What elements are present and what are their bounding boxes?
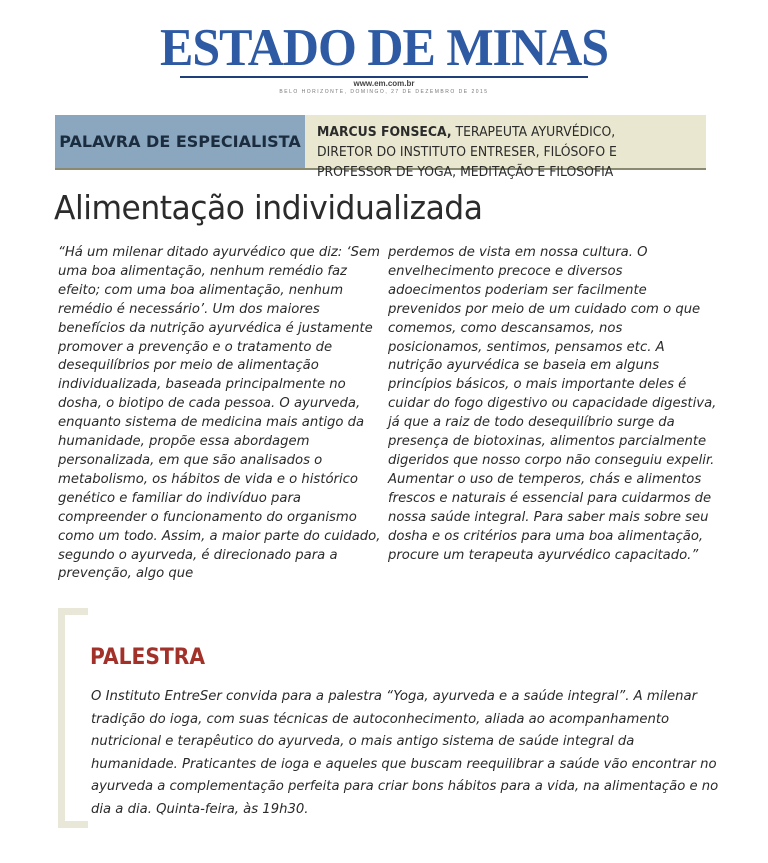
article-column-2: perdemos de vista em nossa cultura. O envelhecimento precoce e diversos adoecimentos poderiam ser facilmente prevenidos por meio de um cuidado com o que comemos, como descansamos, nos posicionamos, sentimos, pensamos etc. A nutrição ayurvédica se baseia em alguns princípios básicos, o mais importante deles é cuidar do fogo digestivo ou capacidade digestiva, já que a raiz de todo desequilíbrio surge da presença de biotoxinas, alimentos parcialmente digeridos que nosso corpo não conseguiu expelir. Aumentar o uso de temperos, chás e alimentos frescos e naturais é essencial para cuidarmos de nossa saúde integral. Para saber mais sobre seu dosha e os critérios para uma boa alimentação, procure um terapeuta ayurvédico capacitado.” bbox=[388, 245, 717, 563]
newspaper-url: www.em.com.br bbox=[353, 79, 415, 88]
section-tag bbox=[55, 115, 305, 168]
article-headline: Alimentação individualizada bbox=[54, 188, 483, 227]
masthead bbox=[0, 0, 768, 100]
specialist-banner bbox=[55, 115, 706, 180]
bracket-decoration-bottom bbox=[58, 821, 88, 828]
event-callout bbox=[58, 608, 718, 828]
callout-body: O Instituto EntreSer convida para a palestra “Yoga, ayurveda e a saúde integral”. A milenar tradição do ioga, com suas técnicas de autoconhecimento, aliada ao acompanhamento nutricional e terapêutico do ayurveda, o mais antigo sistema de saúde integral da humanidade. Praticantes de ioga e aqueles que buscam reequilibrar a saúde vão encontrar no ayurveda a complementação perfeita para criar bons hábitos para a vida, na alimentação e no dia a dia. Quinta-feira, às 19h30. bbox=[91, 689, 719, 817]
author-role: TERAPEUTA AYURVÉDICO, DIRETOR DO INSTITUTO ENTRESER, FILÓSOFO E PROFESSOR DE YOGA, MEDITAÇÃO E FILOSOFIA bbox=[317, 124, 617, 180]
callout-title: PALESTRA bbox=[90, 645, 205, 670]
bracket-decoration bbox=[58, 608, 65, 828]
bracket-decoration-top bbox=[58, 608, 88, 615]
author-name: MARCUS FONSECA, bbox=[317, 124, 452, 140]
dateline: BELO HORIZONTE, DOMINGO, 27 DE DEZEMBRO DE 2015 bbox=[279, 89, 489, 95]
newspaper-title: ESTADO DE MINAS bbox=[159, 17, 609, 77]
section-tag-label: PALAVRA DE ESPECIALISTA bbox=[59, 132, 301, 151]
article-column-1: “Há um milenar ditado ayurvédico que diz: ‘Sem uma boa alimentação, nenhum remédio faz efeito; com uma boa alimentação, nenhum remédio é necessário’. Um dos maiores benefícios da nutrição ayurvédica é justamente promover a prevenção e o tratamento de desequilíbrios por meio de alimentação individualizada, baseada principalmente no dosha, o biotipo de cada pessoa. O ayurveda, enquanto sistema de medicina mais antigo da humanidade, propõe essa abordagem personalizada, em que são analisados o metabolismo, os hábitos de vida e o histórico genético e familiar do indivíduo para compreender o funcionamento do organismo como um todo. Assim, a maior parte do cuidado, segundo o ayurveda, é direcionado para a prevenção, algo que bbox=[58, 245, 381, 582]
author-credit bbox=[317, 122, 670, 182]
masthead-divider bbox=[180, 76, 588, 78]
